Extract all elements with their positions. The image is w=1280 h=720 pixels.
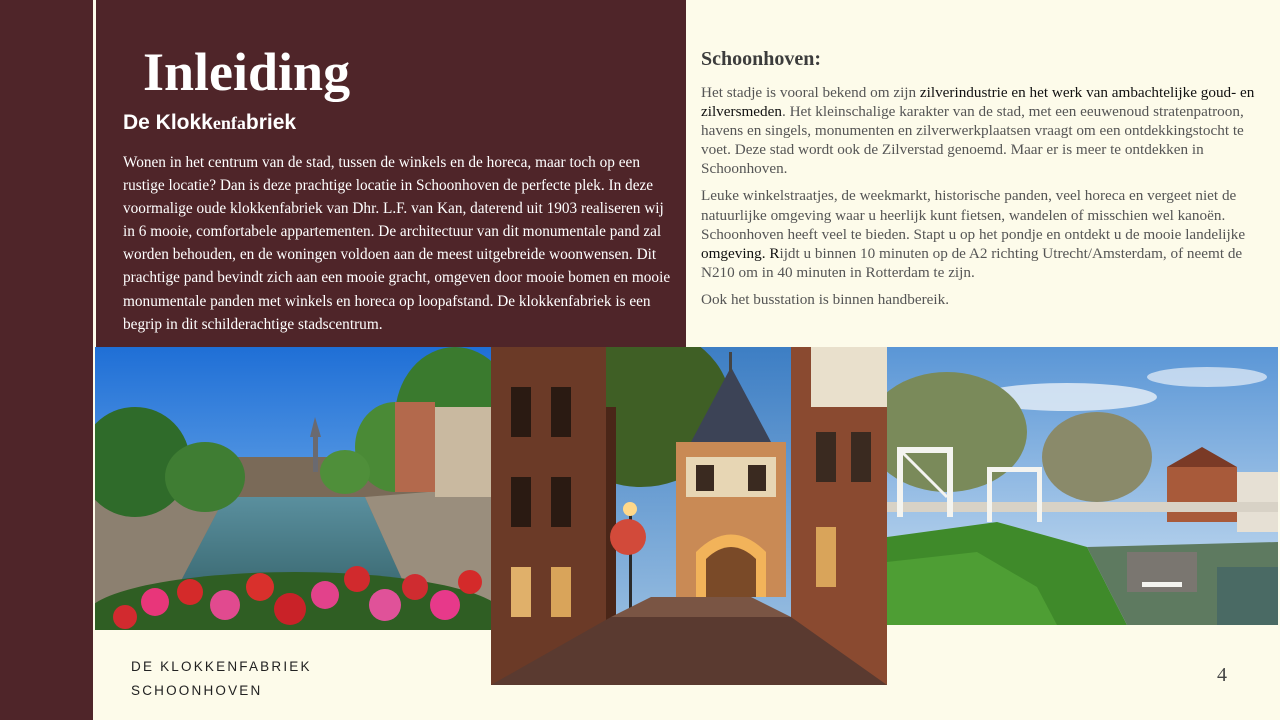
left-accent-strip: [0, 0, 93, 720]
schoonhoven-paragraph-1: [701, 83, 1261, 178]
p1-text-a: Het stadje is vooral bekend om zijn: [701, 84, 920, 101]
p1-text-c: . Het kleinschalige karakter van de stad, met een eeuwenoud stratenpatroon, havens en singels, monumenten en zilverwerkplaatsen vraagt om een ontdekkingstocht te voet. Deze stad wordt ook de Zilverstad genoemd. Maar er is meer te ontdekken in Schoonhoven.: [701, 103, 1244, 178]
city-gate-photo: [491, 347, 887, 685]
footer-line-2: SCHOONHOVEN: [131, 683, 263, 698]
intro-subtitle: [123, 111, 296, 135]
drawbridge-photo: [887, 347, 1278, 625]
intro-paragraph: Wonen in het centrum van de stad, tussen de winkels en de horeca, maar toch op een rustige locatie? Dan is deze prachtige locatie in Schoonhoven de perfecte plek. In deze voormalige oude klokkenfabriek van Dhr. L.F. van Kan, daterend uit 1903 realiseren wij in 6 mooie, comfortabele appartementen. De architectuur van dit monumentale pand zal worden behouden, en de woningen voldoen aan de meest uitgebreide woonwensen. Dit prachtige pand bevindt zich aan een mooie gracht, omgeven door mooie bomen en mooie monumentale panden met winkels en horeca op loopafstand. De klokkenfabriek is een begrip in dit schilderachtige stadscentrum.: [123, 154, 671, 333]
schoonhoven-paragraph-3: Ook het busstation is binnen handbereik.: [701, 290, 950, 308]
page-number: 4: [1217, 664, 1227, 686]
subtitle-part-2: enfa: [212, 113, 246, 133]
canal-photo: [95, 347, 491, 630]
subtitle-part-3: briek: [245, 111, 297, 134]
slide-title: Inleiding: [143, 42, 351, 102]
footer-line-1: DE KLOKKENFABRIEK: [131, 659, 312, 674]
p2-text-c: ijdt u binnen 10 minuten op de A2 richting Utrecht/Amsterdam, of neemt de N210 om in 40 minuten in Rotterdam te zijn.: [701, 244, 1243, 281]
schoonhoven-paragraph-2: [701, 186, 1261, 281]
schoonhoven-heading: Schoonhoven:: [701, 48, 822, 70]
footer-label: [131, 655, 312, 703]
p2-text-a: Leuke winkelstraatjes, de weekmarkt, historische panden, veel horeca en vergeet niet de natuurlijke omgeving waar u heerlijk kunt fietsen, wandelen of misschien wel kanoën. Schoonhoven heeft veel te bieden. Stapt u op het pondje en ontdekt u de mooie landelijke: [701, 187, 1246, 243]
p2-highlight: omgeving. R: [701, 244, 780, 262]
schoonhoven-section: [701, 48, 1261, 317]
p1-highlight: zilverindustrie en het werk van ambachtelijke goud- en zilversmeden: [701, 84, 1255, 121]
subtitle-part-1: De Klokk: [123, 111, 213, 134]
